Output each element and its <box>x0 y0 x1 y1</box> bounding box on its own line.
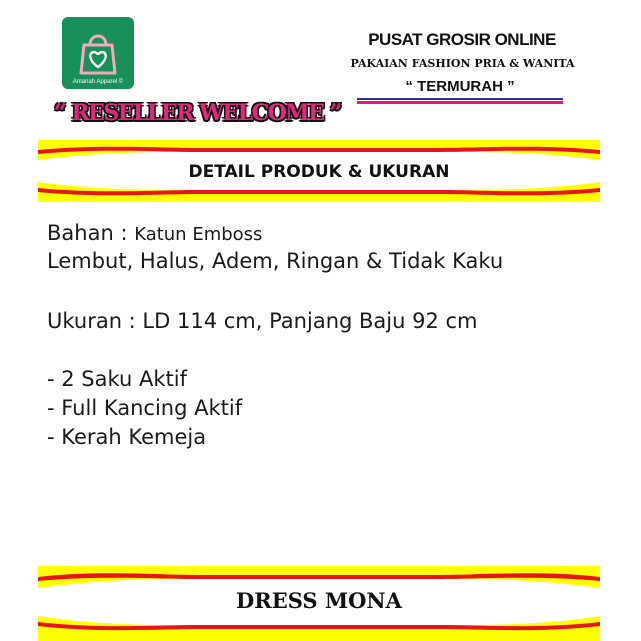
store-title: PUSAT GROSIR ONLINE <box>368 30 556 49</box>
material-label: Bahan : <box>47 221 135 245</box>
store-tagline: “ TERMURAH ” <box>405 78 515 95</box>
feature-item: - Kerah Kemeja <box>47 425 207 449</box>
reseller-welcome-text: “ RESELLER WELCOME ” <box>54 100 341 126</box>
store-subtitle: PAKAIAN FASHION PRIA & WANITA <box>350 57 575 70</box>
logo-caption: Amanah Apparel © <box>72 79 124 85</box>
detail-banner <box>38 140 600 202</box>
tagline-underline-navy <box>357 98 563 100</box>
description-text: Lembut, Halus, Adem, Ringan & Tidak Kaku <box>47 249 504 273</box>
material-value: Katun Emboss <box>134 224 263 245</box>
size-text: Ukuran : LD 114 cm, Panjang Baju 92 cm <box>47 309 478 333</box>
tagline-underline-pink <box>357 101 563 104</box>
banner-top-title: DETAIL PRODUK & UKURAN <box>188 162 450 182</box>
material-line <box>47 221 262 245</box>
product-name-banner <box>38 566 600 641</box>
brand-logo <box>62 17 134 89</box>
feature-item: - Full Kancing Aktif <box>47 396 243 420</box>
feature-item: - 2 Saku Aktif <box>47 367 187 391</box>
product-name: DRESS MONA <box>236 588 402 613</box>
